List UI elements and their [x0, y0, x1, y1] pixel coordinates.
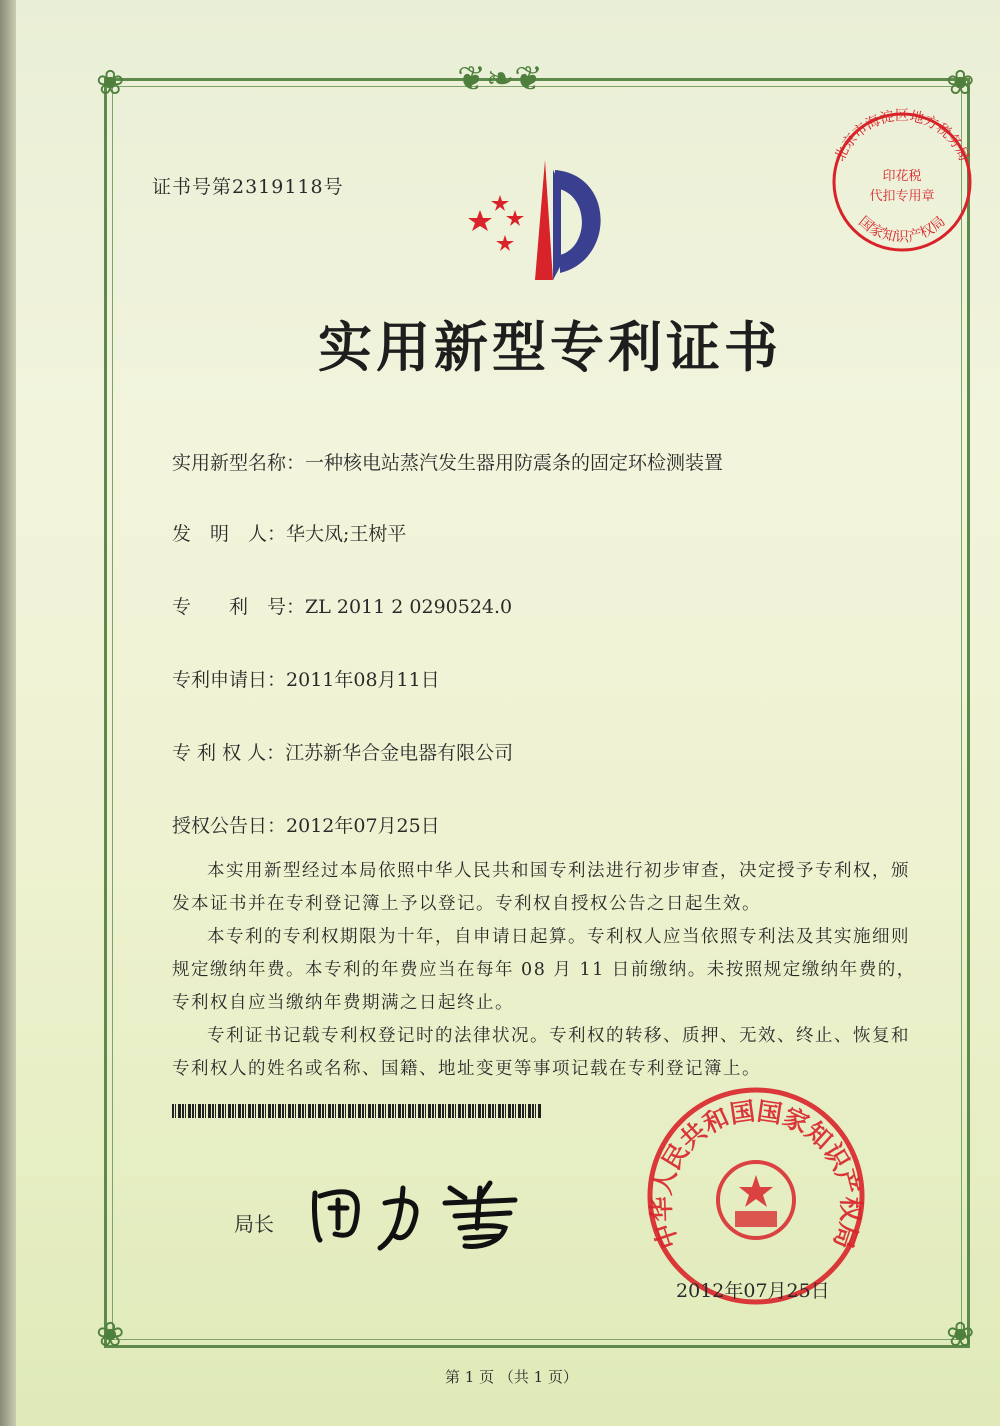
top-ornament-icon: ❦❧❦ [457, 59, 543, 99]
certificate-number: 证书号第2319118号 [152, 176, 344, 198]
field-value: 2012年07月25日 [286, 815, 440, 837]
body-paragraph: 专利证书记载专利权登记时的法律状况。专利权的转移、质押、无效、终止、恢复和专利权人的姓名或名称、国籍、地址变更等事项记载在专利登记簿上。 [172, 1026, 910, 1079]
tax-stamp-line-2: 代扣专用章 [869, 189, 935, 204]
corner-ornament-icon: ❀ [946, 1315, 975, 1355]
body-paragraph: 本专利的专利权期限为十年，自申请日起算。专利权人应当依照专利法及其实施细则规定缴纳年费。本专利的年费应当在每年 08 月 11 日前缴纳。未按照规定缴纳年费的，专利权自应当缴纳年费期满之日起终止。 [172, 927, 916, 1013]
barcode [172, 1104, 542, 1118]
utility-model-name-field [172, 448, 723, 475]
svg-text:北京市海淀区地方税务局: 北京市海淀区地方税务局 [832, 108, 972, 164]
field-value: 江苏新华合金电器有限公司 [285, 742, 514, 764]
patent-office-logo-icon [465, 155, 610, 285]
svg-text:国家知识产权局: 国家知识产权局 [855, 213, 949, 246]
inventor-field [172, 519, 406, 546]
issue-date: 2012年07月25日 [676, 1280, 830, 1302]
field-value: 华大凤;王树平 [286, 523, 407, 545]
corner-ornament-icon: ❀ [96, 1315, 125, 1355]
official-seal-stamp [645, 1085, 867, 1307]
corner-ornament-icon: ❀ [946, 63, 975, 103]
director-signature [305, 1168, 535, 1258]
scan-edge [0, 0, 16, 1426]
tax-stamp-line-1: 印花税 [882, 169, 922, 184]
svg-text:中华人民共和国国家知识产权局: 中华人民共和国国家知识产权局 [646, 1096, 866, 1253]
field-label: 专 利 权 人： [172, 742, 286, 764]
application-date-field [172, 665, 440, 692]
patentee-field [172, 738, 513, 765]
field-label: 授权公告日： [172, 815, 287, 837]
corner-ornament-icon: ❀ [96, 63, 125, 103]
grant-date-field [172, 811, 440, 838]
field-value: 2011年08月11日 [286, 669, 440, 691]
body-paragraph: 本实用新型经过本局依照中华人民共和国专利法进行初步审查，决定授予专利权，颁发本证书并在专利登记簿上予以登记。专利权自授权公告之日起生效。 [172, 861, 910, 914]
stamp-duty-seal [828, 108, 976, 256]
page-indicator: 第 1 页 （共 1 页） [445, 1368, 578, 1386]
director-label: 局长 [234, 1212, 274, 1236]
field-label: 发 明 人： [172, 523, 287, 545]
patent-number-field [172, 592, 512, 619]
field-value: ZL 2011 2 0290524.0 [305, 596, 513, 618]
certificate-title: 实用新型专利证书 [318, 316, 782, 379]
field-label: 专 利 号： [172, 596, 306, 618]
field-label: 专利申请日： [172, 669, 287, 691]
field-label: 实用新型名称： [172, 452, 306, 474]
field-value: 一种核电站蒸汽发生器用防震条的固定环检测装置 [305, 452, 724, 474]
